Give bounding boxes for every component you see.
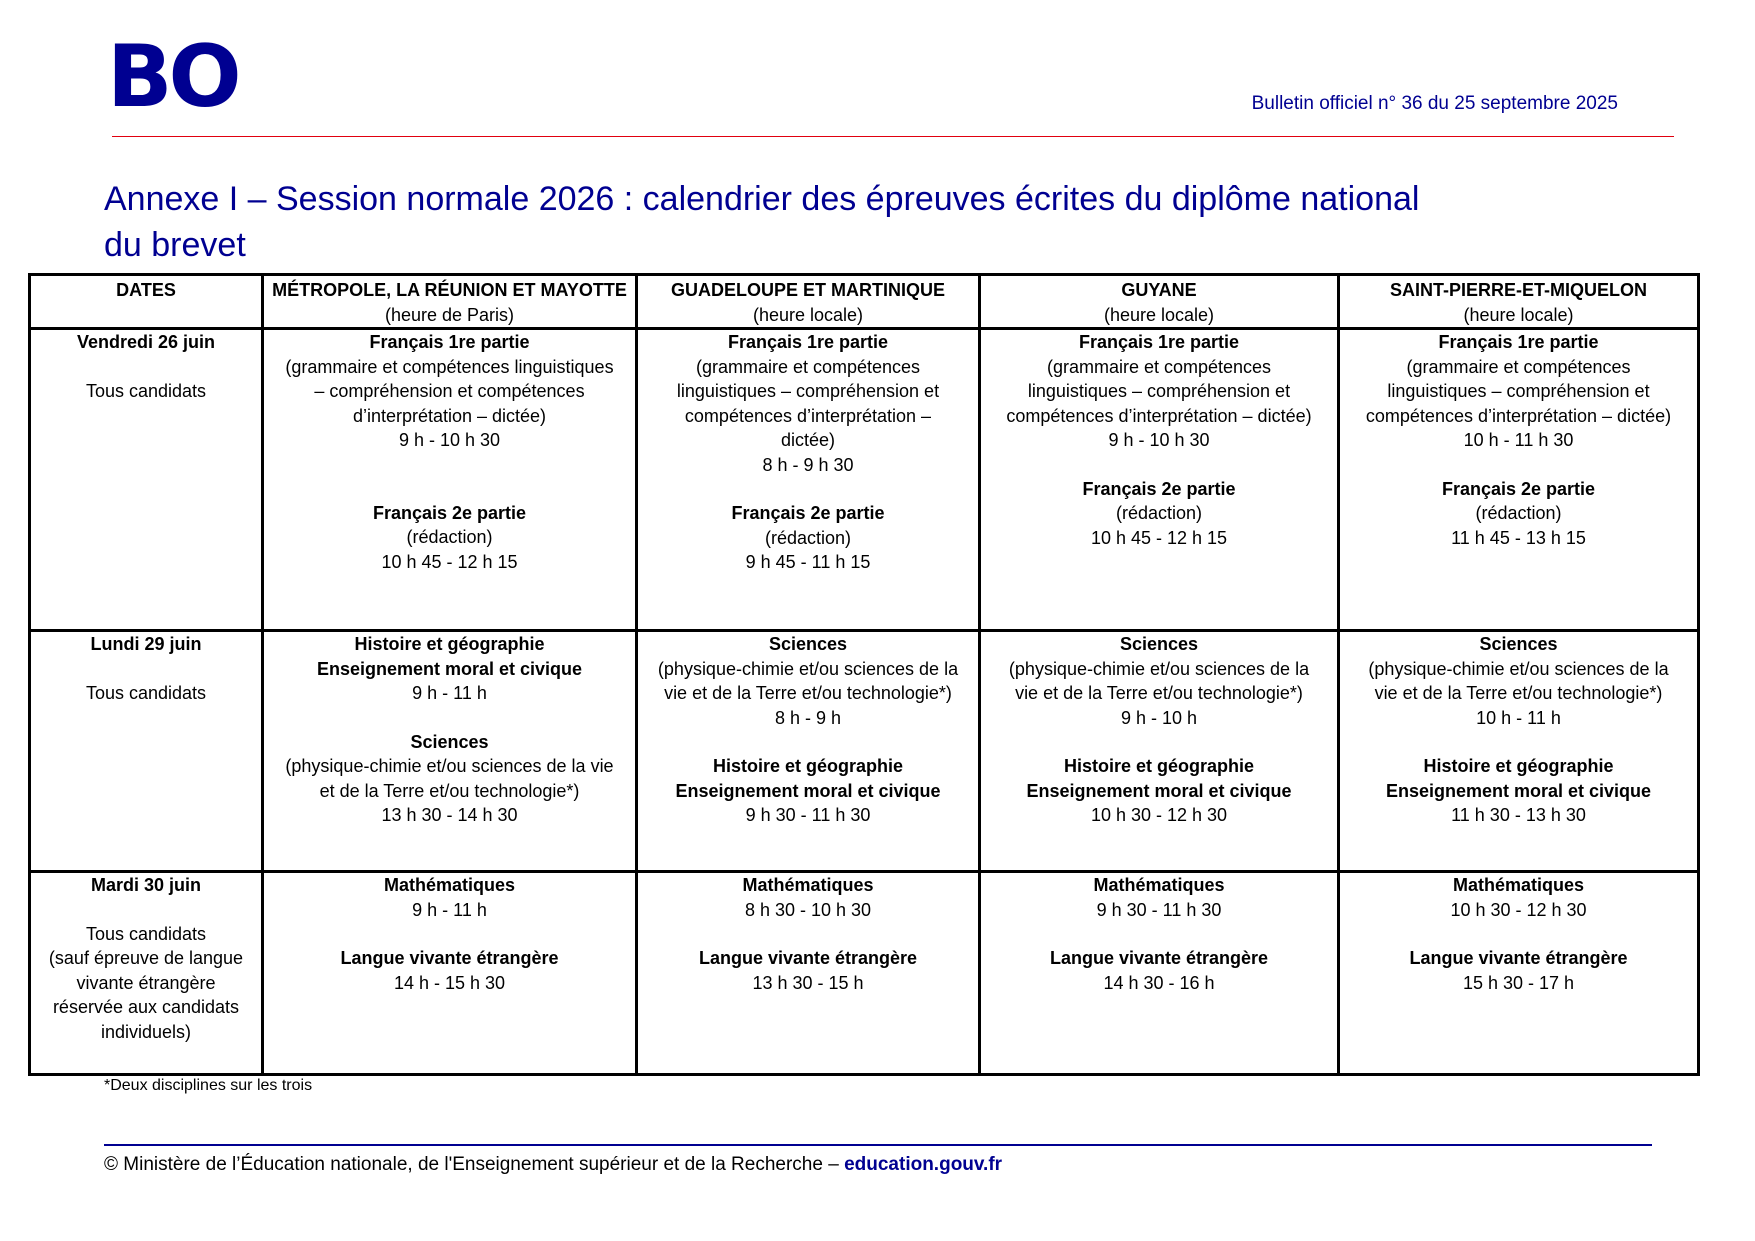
spacer (35, 355, 257, 379)
exam-detail: linguistiques – compréhension et (1027, 381, 1291, 401)
bulletin-reference: Bulletin officiel n° 36 du 25 septembre 2025 (1251, 93, 1618, 114)
column-header-subtitle: (heure de Paris) (384, 304, 515, 325)
footer-divider (104, 1144, 1652, 1146)
schedule-cell (263, 329, 637, 631)
exam-subject: Sciences (410, 731, 489, 752)
exam-detail: 8 h - 9 h (774, 707, 842, 728)
exam-detail: vie et de la Terre et/ou technologie*) (664, 683, 952, 703)
schedule-cell (1339, 872, 1699, 1075)
exam-detail: 13 h 30 - 14 h 30 (381, 805, 518, 825)
exam-subject: Histoire et géographie (1063, 756, 1255, 776)
column-header-title: DATES (116, 280, 176, 300)
column-header (1339, 275, 1699, 329)
exam-subject: Langue vivante étrangère (340, 948, 559, 968)
exam-subject: Français 1re partie (1078, 332, 1240, 352)
exam-detail: 14 h - 15 h 30 (393, 972, 506, 993)
exam-detail: 10 h 30 - 12 h 30 (1450, 899, 1587, 920)
exam-detail: (physique-chimie et/ou sciences de la (1368, 658, 1669, 679)
exam-schedule-table (28, 273, 1700, 1076)
candidates-note: Tous candidats (85, 682, 207, 703)
exam-detail: 9 h - 10 h (1120, 707, 1198, 728)
schedule-body (30, 329, 1699, 1075)
candidates-note: vivante étrangère (76, 972, 216, 993)
exam-detail: compétences d’interprétation – dictée) (1006, 405, 1312, 426)
footer-copyright: © Ministère de l’Éducation nationale, de l'Enseignement supérieur et de la Recherche – (104, 1154, 845, 1175)
page-title-line-2: du brevet (104, 226, 246, 264)
spacer (985, 453, 1333, 477)
table-row (30, 329, 1699, 631)
candidates-note: Tous candidats (85, 380, 207, 401)
exam-detail: 9 h 30 - 11 h 30 (745, 805, 871, 825)
candidates-note: réservée aux candidats (52, 997, 240, 1017)
page-title-line-1: Annexe I – Session normale 2026 : calendrier des épreuves écrites du diplôme national (104, 180, 1420, 218)
exam-subject: Français 1re partie (727, 332, 889, 352)
spacer (642, 477, 974, 501)
exam-date: Lundi 29 juin (90, 634, 202, 654)
candidates-note: individuels) (100, 1021, 192, 1042)
exam-subject: Histoire et géographie (712, 756, 904, 776)
spacer (1344, 730, 1693, 754)
exam-subject: Sciences (1119, 634, 1199, 654)
exam-detail: 9 h - 11 h (412, 683, 487, 703)
schedule-cell (980, 631, 1339, 872)
exam-detail: 9 h 30 - 11 h 30 (1096, 899, 1222, 920)
column-header (30, 275, 263, 329)
exam-subject: Histoire et géographie (354, 634, 545, 654)
exam-subject: Sciences (1479, 634, 1558, 654)
footer (104, 1154, 1002, 1176)
exam-subject: Français 2e partie (731, 503, 885, 523)
spacer (985, 730, 1333, 754)
exam-subject: Français 2e partie (1441, 478, 1596, 499)
column-header-title: MÉTROPOLE, LA RÉUNION ET MAYOTTE (272, 280, 627, 300)
exam-subject: Enseignement moral et civique (1026, 780, 1292, 801)
exam-detail: vie et de la Terre et/ou technologie*) (1374, 683, 1663, 703)
exam-detail: d’interprétation – dictée) (352, 405, 547, 426)
page-title (104, 176, 1564, 268)
exam-subject: Enseignement moral et civique (1385, 780, 1652, 801)
date-cell (30, 631, 263, 872)
exam-detail: compétences d’interprétation – dictée) (1365, 405, 1672, 426)
exam-subject: Langue vivante étrangère (1409, 948, 1628, 968)
spacer (268, 922, 631, 946)
schedule-cell (637, 872, 980, 1075)
exam-detail: 10 h - 11 h (1476, 707, 1561, 728)
spacer (268, 453, 631, 501)
exam-detail: 9 h - 10 h 30 (1108, 430, 1210, 450)
column-header-subtitle: (heure locale) (1103, 304, 1215, 325)
exam-subject: Enseignement moral et civique (316, 658, 583, 679)
exam-detail: (physique-chimie et/ou sciences de la (1008, 658, 1310, 679)
exam-date: Mardi 30 juin (90, 875, 202, 895)
exam-subject: Langue vivante étrangère (1049, 948, 1269, 968)
date-cell (30, 872, 263, 1075)
exam-detail: 10 h 45 - 12 h 15 (1090, 527, 1228, 548)
exam-detail: (rédaction) (1475, 503, 1562, 523)
exam-detail: 10 h 45 - 12 h 15 (381, 551, 518, 572)
exam-detail: 11 h 30 - 13 h 30 (1451, 805, 1586, 825)
column-header-title: SAINT-PIERRE-ET-MIQUELON (1389, 280, 1647, 300)
candidates-note: Tous candidats (85, 923, 207, 944)
schedule-cell (1339, 631, 1699, 872)
exam-detail: 13 h 30 - 15 h (752, 972, 864, 993)
schedule-cell (1339, 329, 1699, 631)
exam-subject: Mathématiques (1093, 875, 1225, 895)
exam-detail: (grammaire et compétences (695, 356, 921, 377)
exam-detail: et de la Terre et/ou technologie*) (319, 780, 580, 801)
exam-subject: Enseignement moral et civique (675, 780, 941, 801)
column-header-subtitle: (heure locale) (752, 304, 864, 325)
table-row (30, 872, 1699, 1075)
exam-detail: (rédaction) (406, 527, 493, 547)
column-header (637, 275, 980, 329)
column-header (263, 275, 637, 329)
schedule-cell (980, 329, 1339, 631)
exam-date: Vendredi 26 juin (76, 332, 216, 352)
exam-subject: Français 1re partie (1438, 332, 1599, 352)
schedule-cell (637, 631, 980, 872)
schedule-cell (637, 329, 980, 631)
column-header (980, 275, 1339, 329)
exam-subject: Mathématiques (1452, 875, 1585, 895)
spacer (35, 657, 257, 681)
spacer (642, 730, 974, 754)
date-cell (30, 329, 263, 631)
exam-subject: Français 2e partie (1082, 478, 1236, 499)
exam-detail: (physique-chimie et/ou sciences de la (657, 658, 959, 679)
exam-subject: Langue vivante étrangère (698, 948, 918, 968)
column-header-title: GUYANE (1121, 280, 1197, 300)
exam-detail: 8 h 30 - 10 h 30 (744, 899, 872, 920)
bo-logo: BO (107, 27, 238, 127)
exam-subject: Mathématiques (383, 875, 516, 895)
exam-detail: 14 h 30 - 16 h (1103, 972, 1215, 993)
exam-detail: 15 h 30 - 17 h (1462, 972, 1575, 993)
spacer (268, 706, 631, 730)
exam-subject: Mathématiques (742, 875, 874, 895)
table-row (30, 631, 1699, 872)
schedule-cell (263, 631, 637, 872)
spacer (1344, 922, 1693, 946)
exam-detail: 11 h 45 - 13 h 15 (1451, 527, 1586, 548)
exam-subject: Histoire et géographie (1423, 756, 1614, 776)
exam-detail: 8 h - 9 h 30 (762, 454, 854, 475)
exam-subject: Français 2e partie (372, 502, 527, 523)
footer-website-link[interactable]: education.gouv.fr (844, 1154, 1003, 1175)
spacer (1344, 453, 1693, 477)
exam-subject: Français 1re partie (369, 332, 530, 352)
spacer (985, 922, 1333, 946)
spacer (35, 898, 257, 922)
exam-detail: (rédaction) (764, 527, 852, 548)
column-header-subtitle: (heure locale) (1463, 304, 1574, 325)
header-divider (112, 136, 1674, 137)
footnote: *Deux disciplines sur les trois (104, 1077, 313, 1094)
schedule-cell (263, 872, 637, 1075)
exam-detail: 10 h 30 - 12 h 30 (1090, 805, 1228, 825)
exam-detail: linguistiques – compréhension et (676, 381, 940, 401)
exam-detail: – compréhension et compétences (314, 381, 585, 401)
table-header-row (30, 275, 1699, 329)
exam-detail: (grammaire et compétences linguistiques (285, 356, 614, 377)
exam-detail: (grammaire et compétences (1046, 356, 1272, 377)
candidates-note: (sauf épreuve de langue (48, 948, 244, 968)
exam-detail: (rédaction) (1115, 503, 1203, 523)
exam-detail: linguistiques – compréhension et (1387, 381, 1650, 401)
exam-detail: vie et de la Terre et/ou technologie*) (1015, 683, 1303, 703)
exam-subject: Sciences (768, 634, 848, 654)
exam-detail: 9 h - 10 h 30 (398, 430, 501, 450)
exam-detail: 9 h 45 - 11 h 15 (745, 552, 871, 572)
exam-detail: dictée) (780, 430, 836, 450)
schedule-cell (980, 872, 1339, 1075)
exam-detail: (grammaire et compétences (1406, 356, 1631, 377)
exam-detail: 9 h - 11 h (412, 899, 487, 920)
spacer (642, 922, 974, 946)
column-header-title: GUADELOUPE ET MARTINIQUE (670, 280, 945, 300)
exam-detail: 10 h - 11 h 30 (1463, 430, 1574, 450)
exam-detail: (physique-chimie et/ou sciences de la vie (285, 756, 614, 776)
exam-detail: compétences d’interprétation – (684, 405, 932, 426)
